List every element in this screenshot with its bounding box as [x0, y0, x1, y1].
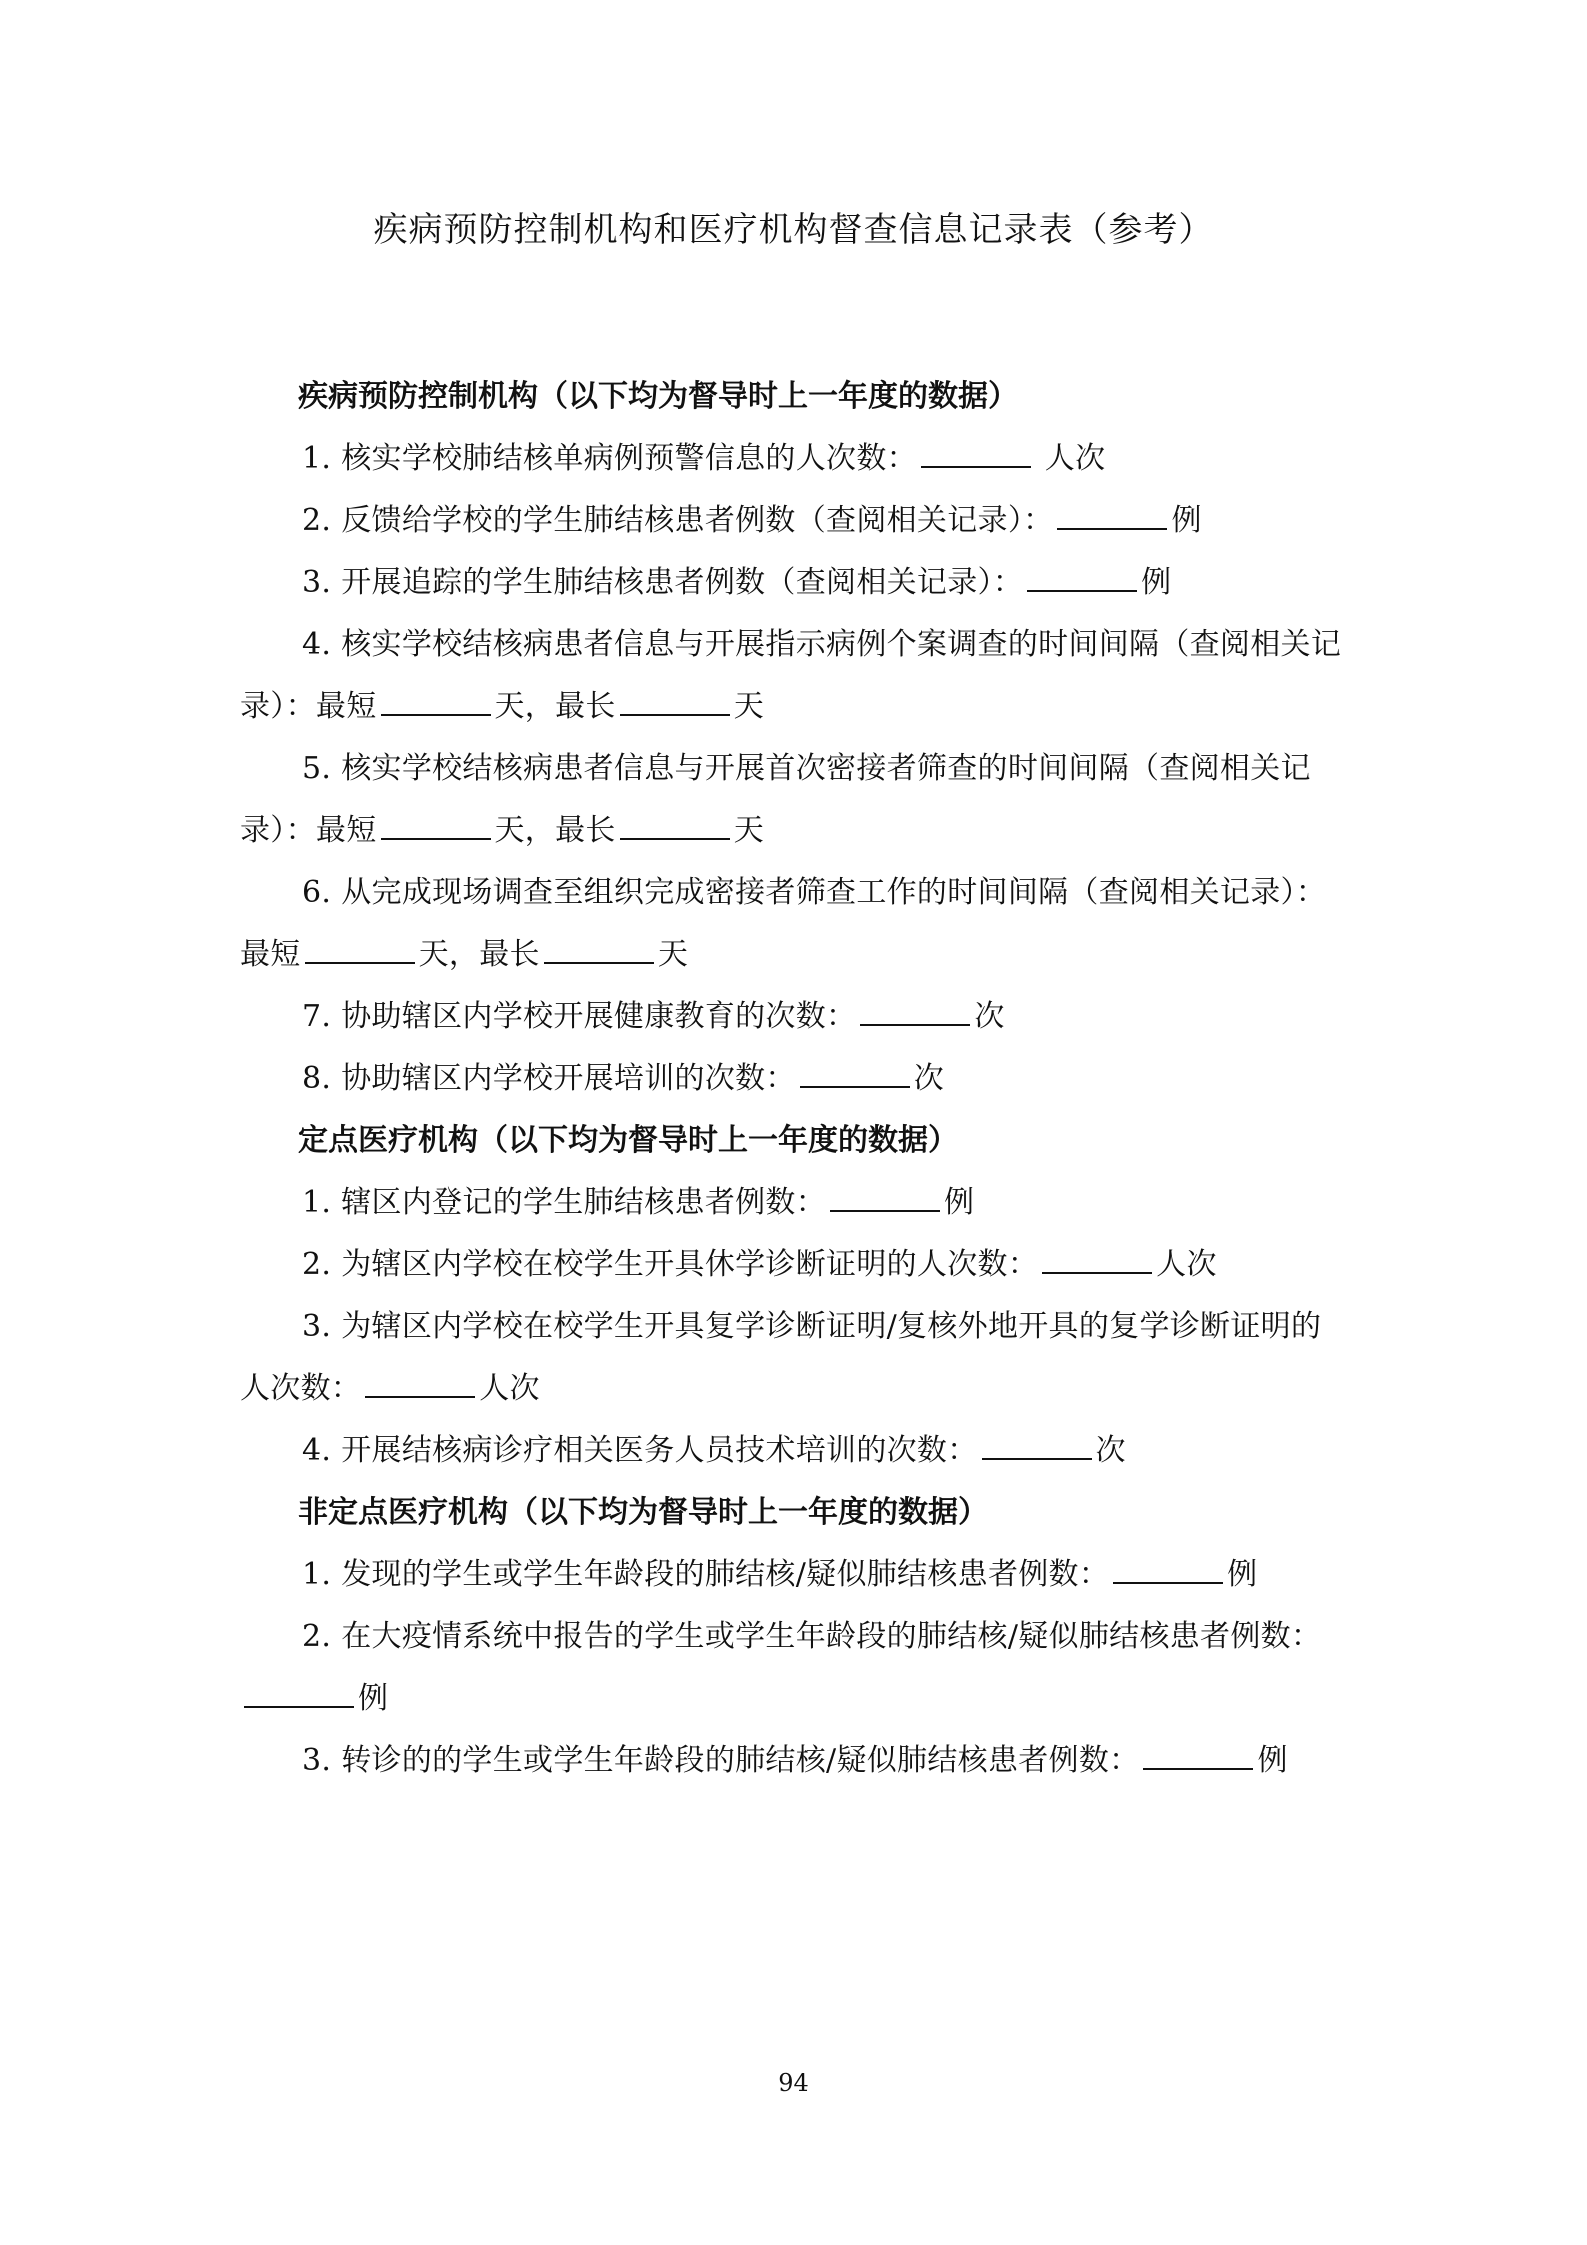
- item-text: 次: [974, 999, 1005, 1034]
- fill-in-blank[interactable]: [305, 936, 415, 964]
- form-item: [240, 614, 1350, 738]
- item-number: 6.: [302, 875, 332, 910]
- item-text: 发现的学生或学生年龄段的肺结核/疑似肺结核患者例数：: [341, 1557, 1110, 1592]
- form-item: [240, 1172, 1350, 1234]
- form-item: [240, 1048, 1350, 1110]
- item-number: 3.: [302, 565, 332, 600]
- item-text: 协助辖区内学校开展健康教育的次数：: [341, 999, 857, 1034]
- fill-in-blank[interactable]: [365, 1370, 475, 1398]
- form-item: [240, 1296, 1350, 1420]
- item-number: 4.: [302, 627, 332, 662]
- form-item: [240, 1730, 1350, 1792]
- item-text: 开展结核病诊疗相关医务人员技术培训的次数：: [341, 1433, 978, 1468]
- item-text: 辖区内登记的学生肺结核患者例数：: [341, 1185, 827, 1220]
- item-number: 8.: [302, 1061, 332, 1096]
- fill-in-blank[interactable]: [1113, 1556, 1223, 1584]
- item-number: 4.: [302, 1433, 332, 1468]
- item-text: 次: [1095, 1433, 1126, 1468]
- item-text: 天: [733, 813, 765, 848]
- item-text: 核实学校肺结核单病例预警信息的人次数：: [341, 441, 917, 476]
- item-text: 人次: [1156, 1247, 1217, 1282]
- item-text: 例: [1141, 565, 1172, 600]
- form-item: [240, 862, 1350, 986]
- item-text: 为辖区内学校在校学生开具复学诊断证明/复核外地开具的复学诊断证明的人次数：: [240, 1309, 1322, 1406]
- item-text: 例: [944, 1185, 975, 1220]
- item-text: 例: [1227, 1557, 1258, 1592]
- form-item: [240, 428, 1350, 490]
- item-text: 例: [1171, 503, 1202, 538]
- item-text: 天: [657, 937, 689, 972]
- item-text: 转诊的的学生或学生年龄段的肺结核/疑似肺结核患者例数：: [341, 1743, 1140, 1778]
- item-text: 开展追踪的学生肺结核患者例数（查阅相关记录）：: [341, 565, 1024, 600]
- item-text: 协助辖区内学校开展培训的次数：: [341, 1061, 796, 1096]
- fill-in-blank[interactable]: [620, 688, 730, 716]
- fill-in-blank[interactable]: [381, 812, 491, 840]
- item-text: 例: [358, 1681, 389, 1716]
- item-text: 天: [733, 689, 765, 724]
- fill-in-blank[interactable]: [1042, 1246, 1152, 1274]
- fill-in-blank[interactable]: [1027, 564, 1137, 592]
- item-number: 5.: [302, 751, 332, 786]
- item-number: 3.: [302, 1743, 332, 1778]
- form-item: [240, 1606, 1350, 1730]
- item-text: 从完成现场调查至组织完成密接者筛查工作的时间间隔（查阅相关记录）：最短: [240, 875, 1327, 972]
- item-text: 核实学校结核病患者信息与开展指示病例个案调查的时间间隔（查阅相关记录）：最短: [240, 627, 1342, 724]
- item-text: 天，最长: [418, 937, 540, 972]
- form-item: [240, 986, 1350, 1048]
- fill-in-blank[interactable]: [830, 1184, 940, 1212]
- form-content: [240, 366, 1350, 1792]
- item-text: 次: [913, 1061, 945, 1096]
- item-number: 7.: [302, 999, 332, 1034]
- item-number: 2.: [302, 1619, 332, 1654]
- section-heading: 非定点医疗机构（以下均为督导时上一年度的数据）: [298, 1495, 988, 1530]
- item-text: 例: [1257, 1743, 1288, 1778]
- item-text: 天，最长: [494, 689, 616, 724]
- item-text: 为辖区内学校在校学生开具休学诊断证明的人次数：: [341, 1247, 1039, 1282]
- form-item: [240, 552, 1350, 614]
- fill-in-blank[interactable]: [982, 1432, 1092, 1460]
- fill-in-blank[interactable]: [921, 440, 1031, 468]
- fill-in-blank[interactable]: [381, 688, 491, 716]
- item-text: 核实学校结核病患者信息与开展首次密接者筛查的时间间隔（查阅相关记录）：最短: [240, 751, 1311, 848]
- fill-in-blank[interactable]: [244, 1680, 354, 1708]
- form-item: [240, 1544, 1350, 1606]
- fill-in-blank[interactable]: [544, 936, 654, 964]
- item-text: 人次: [1034, 441, 1106, 476]
- fill-in-blank[interactable]: [800, 1060, 910, 1088]
- form-item: [240, 1234, 1350, 1296]
- form-item: [240, 1420, 1350, 1482]
- item-text: 在大疫情系统中报告的学生或学生年龄段的肺结核/疑似肺结核患者例数：: [341, 1619, 1322, 1654]
- fill-in-blank[interactable]: [860, 998, 970, 1026]
- item-text: 天，最长: [494, 813, 616, 848]
- form-item: [240, 738, 1350, 862]
- fill-in-blank[interactable]: [620, 812, 730, 840]
- fill-in-blank[interactable]: [1143, 1742, 1253, 1770]
- item-text: 人次: [479, 1371, 540, 1406]
- item-number: 1.: [302, 441, 332, 476]
- form-item: [240, 490, 1350, 552]
- section-heading: 定点医疗机构（以下均为督导时上一年度的数据）: [298, 1123, 958, 1158]
- section-heading: 疾病预防控制机构（以下均为督导时上一年度的数据）: [298, 379, 1018, 414]
- item-text: 反馈给学校的学生肺结核患者例数（查阅相关记录）：: [341, 503, 1054, 538]
- item-number: 3.: [302, 1309, 332, 1344]
- item-number: 2.: [302, 503, 332, 538]
- page-number: 94: [778, 2069, 809, 2097]
- item-number: 2.: [302, 1247, 332, 1282]
- page-title: 疾病预防控制机构和医疗机构督查信息记录表（参考）: [373, 210, 1214, 250]
- fill-in-blank[interactable]: [1057, 502, 1167, 530]
- item-number: 1.: [302, 1185, 332, 1220]
- item-number: 1.: [302, 1557, 332, 1592]
